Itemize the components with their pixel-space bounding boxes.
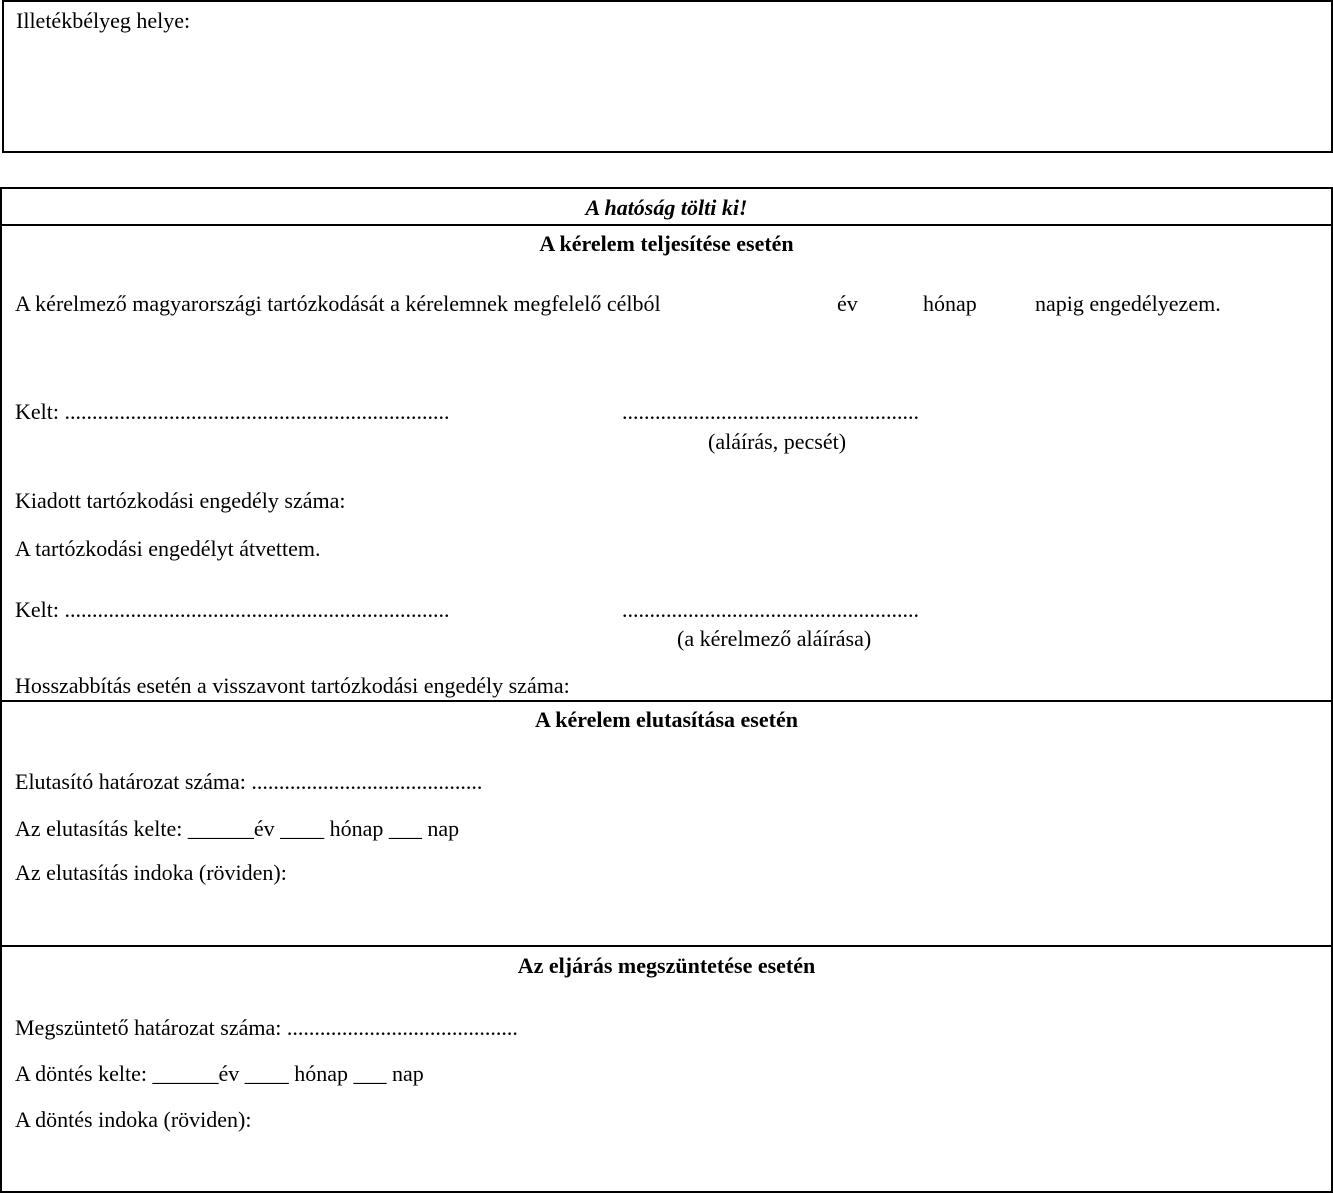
termination-decision-number: Megszüntető határozat száma: .......................................... [15,1015,518,1040]
divider [2,945,1331,947]
kelt-line-2: Kelt: ...................................................................... [15,597,450,622]
stamp-box [2,0,1333,153]
signature-line-1: ...................................................... [622,399,919,424]
approval-year-unit: év [837,291,858,316]
divider [2,700,1331,702]
approval-title: A kérelem teljesítése esetén [539,231,794,256]
divider [2,224,1331,226]
termination-reason-label: A döntés indoka (röviden): [15,1107,252,1132]
received-label: A tartózkodási engedélyt átvettem. [15,536,321,561]
rejection-decision-number: Elutasító határozat száma: .......................................... [15,769,483,794]
permit-number-label: Kiadott tartózkodási engedély száma: [15,488,346,513]
extension-label: Hosszabbítás esetén a visszavont tartózkodási engedély száma: [15,673,570,698]
rejection-date-line: Az elutasítás kelte: ______év ____ hónap ___ nap [15,816,460,841]
kelt-line-1: Kelt: ...................................................................... [15,399,450,424]
stamp-box-label: Illetékbélyeg helye: [16,8,191,33]
termination-date-line: A döntés kelte: ______év ____ hónap ___ nap [15,1061,424,1086]
rejection-reason-label: Az elutasítás indoka (röviden): [15,860,287,885]
authority-header: A hatóság tölti ki! [585,195,748,220]
signature-caption-2: (a kérelmező aláírása) [677,626,872,651]
approval-statement: A kérelmező magyarországi tartózkodását a kérelemnek megfelelő célból [15,291,661,316]
signature-line-2: ...................................................... [622,597,919,622]
rejection-title: A kérelem elutasítása esetén [535,707,798,732]
approval-month-unit: hónap [923,291,977,316]
authority-section [0,187,1333,1193]
termination-title: Az eljárás megszüntetése esetén [517,953,816,978]
approval-day-suffix: napig engedélyezem. [1035,291,1221,316]
signature-caption-1: (aláírás, pecsét) [708,429,847,454]
